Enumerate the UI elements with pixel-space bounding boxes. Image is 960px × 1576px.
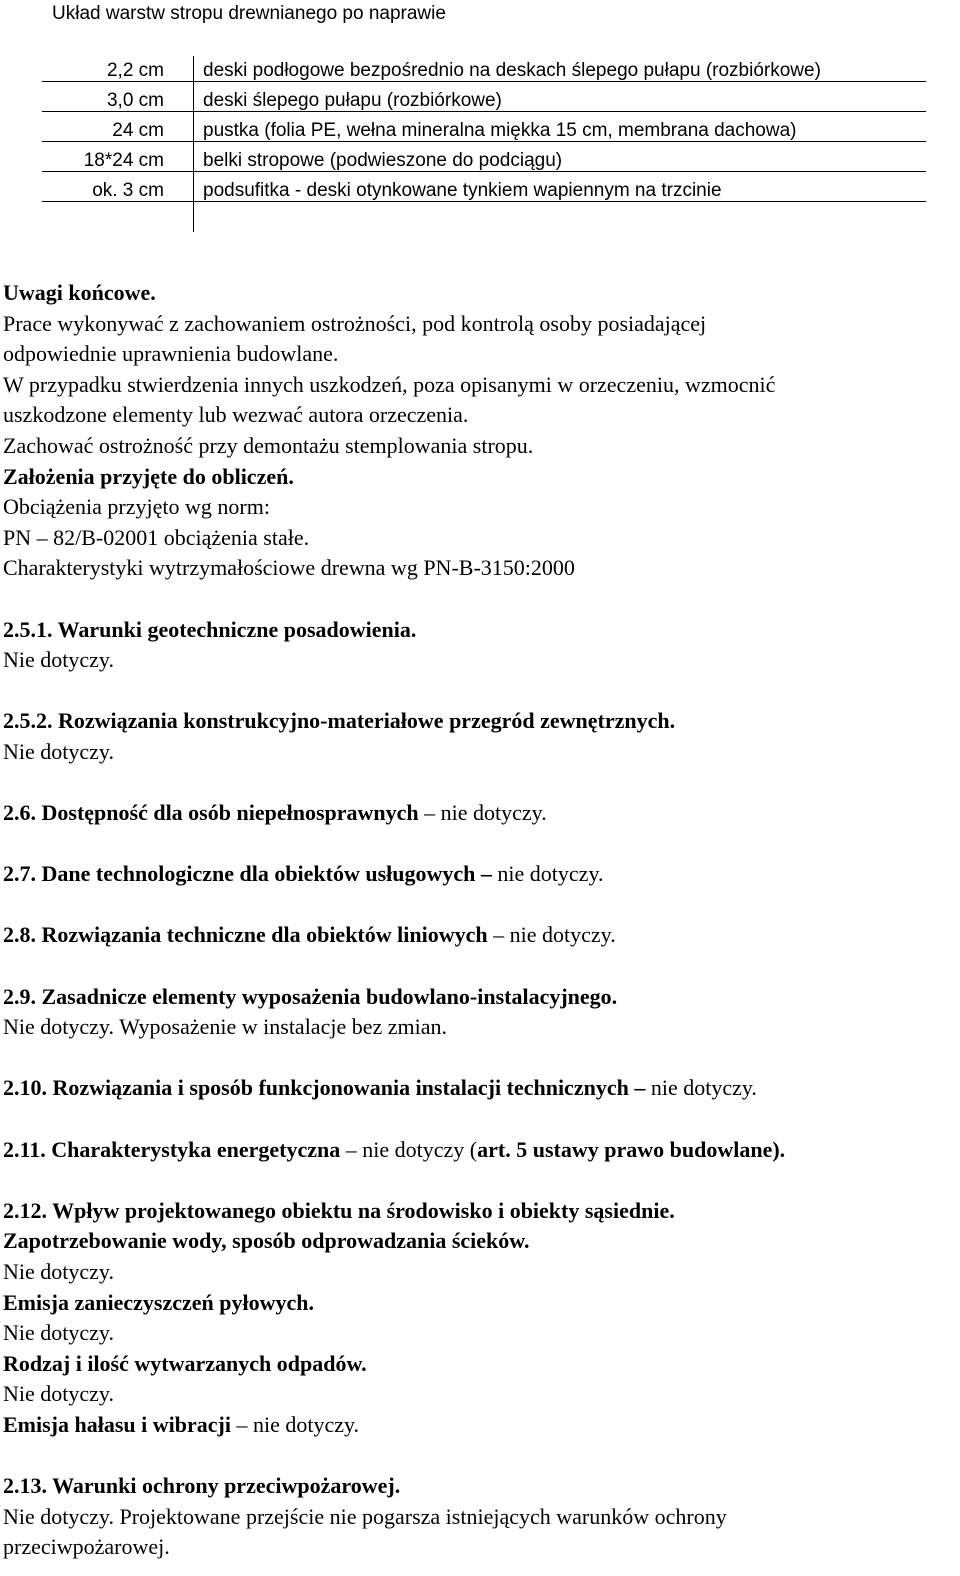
section-heading-2-11: 2.11. Charakterystyka energetyczna	[3, 1136, 341, 1162]
notes-paragraph-line: uszkodzone elementy lub wezwać autora orzeczenia.	[3, 402, 469, 428]
row-divider-left	[42, 111, 193, 112]
row-divider-right	[193, 111, 926, 112]
section-heading-2-5-1: 2.5.1. Warunki geotechniczne posadowienia.	[3, 616, 417, 642]
section-heading-2-13: 2.13. Warunki ochrony przeciwpożarowej.	[3, 1473, 401, 1499]
layer-thickness: 3,0 cm	[106, 90, 164, 111]
section-text: Nie dotyczy.	[3, 1259, 114, 1284]
section-text: nie dotyczy.	[491, 861, 604, 887]
row-divider-left	[42, 201, 193, 202]
layer-thickness: 18*24 cm	[83, 150, 164, 171]
section-heading-2-10: 2.10. Rozwiązania i sposób funkcjonowania instalacji technicznych –	[3, 1075, 646, 1101]
row-divider-right	[193, 141, 926, 142]
layer-description: deski podłogowe bezpośrednio na deskach ślepego pułapu (rozbiórkowe)	[203, 60, 821, 81]
layer-thickness: 2,2 cm	[106, 60, 164, 81]
row-divider-right	[193, 201, 926, 202]
notes-paragraph-line: odpowiednie uprawnienia budowlane.	[3, 341, 339, 367]
section-text: Nie dotyczy.	[3, 647, 114, 673]
section-text: Nie dotyczy.	[3, 1320, 114, 1346]
layers-title: Układ warstw stropu drewnianego po naprawie	[52, 3, 446, 24]
section-line-2-7	[3, 859, 958, 890]
row-divider-right	[193, 171, 926, 172]
assumptions-line: PN – 82/B-02001 obciążenia stałe.	[3, 524, 310, 550]
section-line-2-11	[3, 1135, 958, 1166]
assumptions-line: Obciążenia przyjęto wg norm:	[3, 494, 270, 520]
layer-description: podsufitka - deski otynkowane tynkiem wapiennym na trzcinie	[203, 180, 722, 201]
section-text: – nie dotyczy.	[230, 1411, 360, 1437]
row-divider-left	[42, 171, 193, 172]
section-heading-2-8: 2.8. Rozwiązania techniczne dla obiektów liniowych	[3, 922, 488, 948]
section-text: Nie dotyczy. Wyposażenie w instalacje bez zmian.	[3, 1014, 447, 1040]
row-divider-left	[42, 81, 193, 82]
section-heading-2-7: 2.7. Dane technologiczne dla obiektów usługowych –	[3, 861, 492, 887]
section-text: Nie dotyczy.	[3, 1381, 114, 1407]
section-text: Nie dotyczy.	[3, 738, 114, 764]
row-divider-left	[42, 141, 193, 142]
section-heading-2-5-2: 2.5.2. Rozwiązania konstrukcyjno-materiałowe przegród zewnętrznych.	[3, 708, 676, 734]
section-heading-2-12: 2.12. Wpływ projektowanego obiektu na środowisko i obiekty sąsiednie.	[3, 1197, 675, 1223]
section-text: – nie dotyczy.	[487, 922, 616, 948]
section-text: Nie dotyczy. Projektowane przejście nie pogarsza istniejących warunków ochrony	[3, 1503, 727, 1529]
subsection-heading-water: Zapotrzebowanie wody, sposób odprowadzania ścieków.	[3, 1228, 530, 1254]
layer-thickness: ok. 3 cm	[92, 180, 164, 201]
notes-paragraph-line: Prace wykonywać z zachowaniem ostrożności, pod kontrolą osoby posiadającej	[3, 310, 707, 336]
layer-thickness: 24 cm	[112, 120, 164, 141]
section-heading-2-6: 2.6. Dostępność dla osób niepełnosprawnych	[3, 800, 419, 826]
section-line-2-8	[3, 920, 958, 951]
layer-description: belki stropowe (podwieszone do podciągu)	[203, 150, 563, 171]
section-heading-2-9: 2.9. Zasadnicze elementy wyposażenia budowlano-instalacyjnego.	[3, 983, 618, 1009]
notes-paragraph-line: Zachować ostrożność przy demontażu stemplowania stropu.	[3, 432, 534, 458]
layer-description: pustka (folia PE, wełna mineralna miękka 15 cm, membrana dachowa)	[203, 120, 797, 141]
subsection-heading-noise: Emisja hałasu i wibracji	[3, 1411, 231, 1437]
assumptions-line: Charakterystyki wytrzymałościowe drewna wg PN-B-3150:2000	[3, 555, 575, 581]
section-tail: art. 5 ustawy prawo budowlane).	[477, 1136, 786, 1162]
section-text: nie dotyczy.	[645, 1075, 757, 1101]
layer-description: deski ślepego pułapu (rozbiórkowe)	[203, 90, 502, 111]
row-divider-right	[193, 81, 926, 82]
subsection-line-noise	[3, 1410, 958, 1441]
notes-heading: Uwagi końcowe.	[3, 280, 156, 305]
section-line-2-6	[3, 798, 958, 829]
subsection-heading-dust: Emisja zanieczyszczeń pyłowych.	[3, 1289, 314, 1315]
section-text: – nie dotyczy (	[340, 1136, 478, 1162]
section-line-2-10	[3, 1073, 958, 1104]
document-body	[3, 278, 958, 1563]
subsection-heading-waste: Rodzaj i ilość wytwarzanych odpadów.	[3, 1350, 367, 1376]
assumptions-heading: Założenia przyjęte do obliczeń.	[3, 463, 294, 489]
section-text: przeciwpożarowej.	[3, 1534, 170, 1560]
section-text: – nie dotyczy.	[418, 800, 547, 826]
notes-paragraph-line: W przypadku stwierdzenia innych uszkodzeń, poza opisanymi w orzeczeniu, wzmocnić	[3, 371, 776, 397]
